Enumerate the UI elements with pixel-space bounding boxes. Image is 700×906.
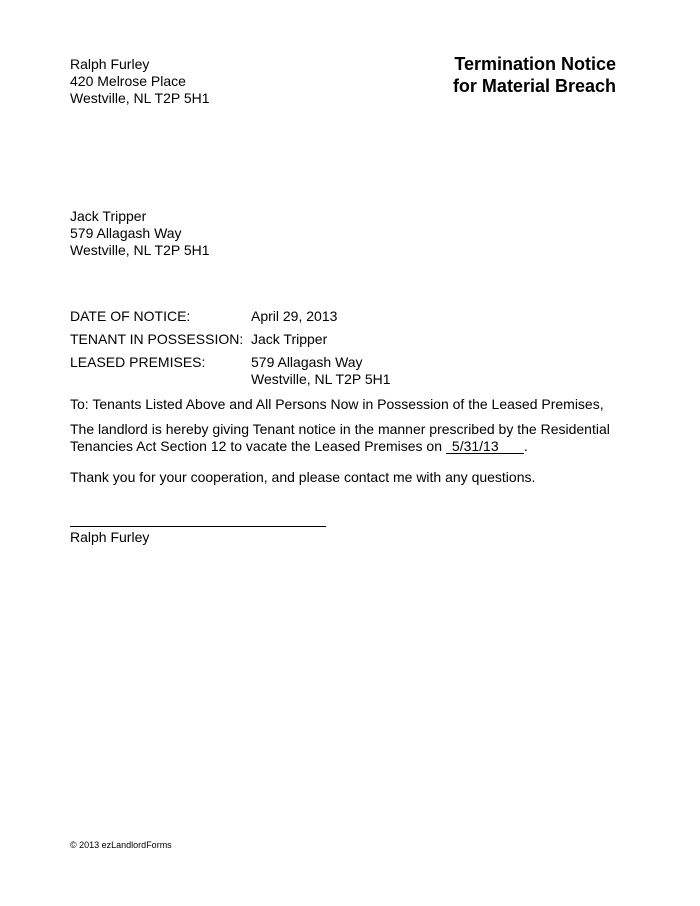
- premises-city: Westville, NL T2P 5H1: [251, 371, 391, 387]
- notice-fields: [70, 308, 391, 394]
- title-line-1: Termination Notice: [454, 54, 616, 74]
- premises-label: LEASED PREMISES:: [70, 354, 206, 370]
- vacate-date: 5/31/13: [446, 439, 524, 454]
- tenant-label: TENANT IN POSSESSION:: [70, 331, 244, 347]
- recipient-address: [70, 208, 210, 259]
- title-line-2: for Material Breach: [452, 76, 616, 96]
- field-row-premises: [70, 354, 391, 388]
- date-value: April 29, 2013: [251, 308, 338, 324]
- notice-period: .: [523, 438, 528, 454]
- thanks-paragraph: Thank you for your cooperation, and please contact me with any questions.: [70, 469, 536, 485]
- footer-copyright: © 2013 ezLandlordForms: [70, 840, 172, 850]
- recipient-name: Jack Tripper: [70, 208, 147, 224]
- recipient-city: Westville, NL T2P 5H1: [70, 242, 210, 258]
- field-row-tenant: [70, 331, 391, 348]
- date-label: DATE OF NOTICE:: [70, 308, 191, 324]
- field-row-date: [70, 308, 391, 325]
- notice-line-2-text: Tenancies Act Section 12 to vacate the Leased Premises on: [70, 438, 443, 454]
- notice-paragraph: [70, 421, 650, 455]
- signature-line: [70, 526, 326, 527]
- signature-name: Ralph Furley: [70, 529, 150, 545]
- notice-line-1: The landlord is hereby giving Tenant notice in the manner prescribed by the Residential: [70, 421, 610, 437]
- tenant-value: Jack Tripper: [251, 331, 328, 347]
- sender-street: 420 Melrose Place: [70, 73, 186, 89]
- document-title: [453, 53, 616, 97]
- premises-value: [251, 354, 391, 388]
- salutation: To: Tenants Listed Above and All Persons Now in Possession of the Leased Premises,: [70, 396, 604, 412]
- notice-line-2: [70, 438, 650, 455]
- sender-address: [70, 56, 210, 107]
- sender-name: Ralph Furley: [70, 56, 150, 72]
- premises-street: 579 Allagash Way: [251, 354, 363, 370]
- recipient-street: 579 Allagash Way: [70, 225, 182, 241]
- sender-city: Westville, NL T2P 5H1: [70, 90, 210, 106]
